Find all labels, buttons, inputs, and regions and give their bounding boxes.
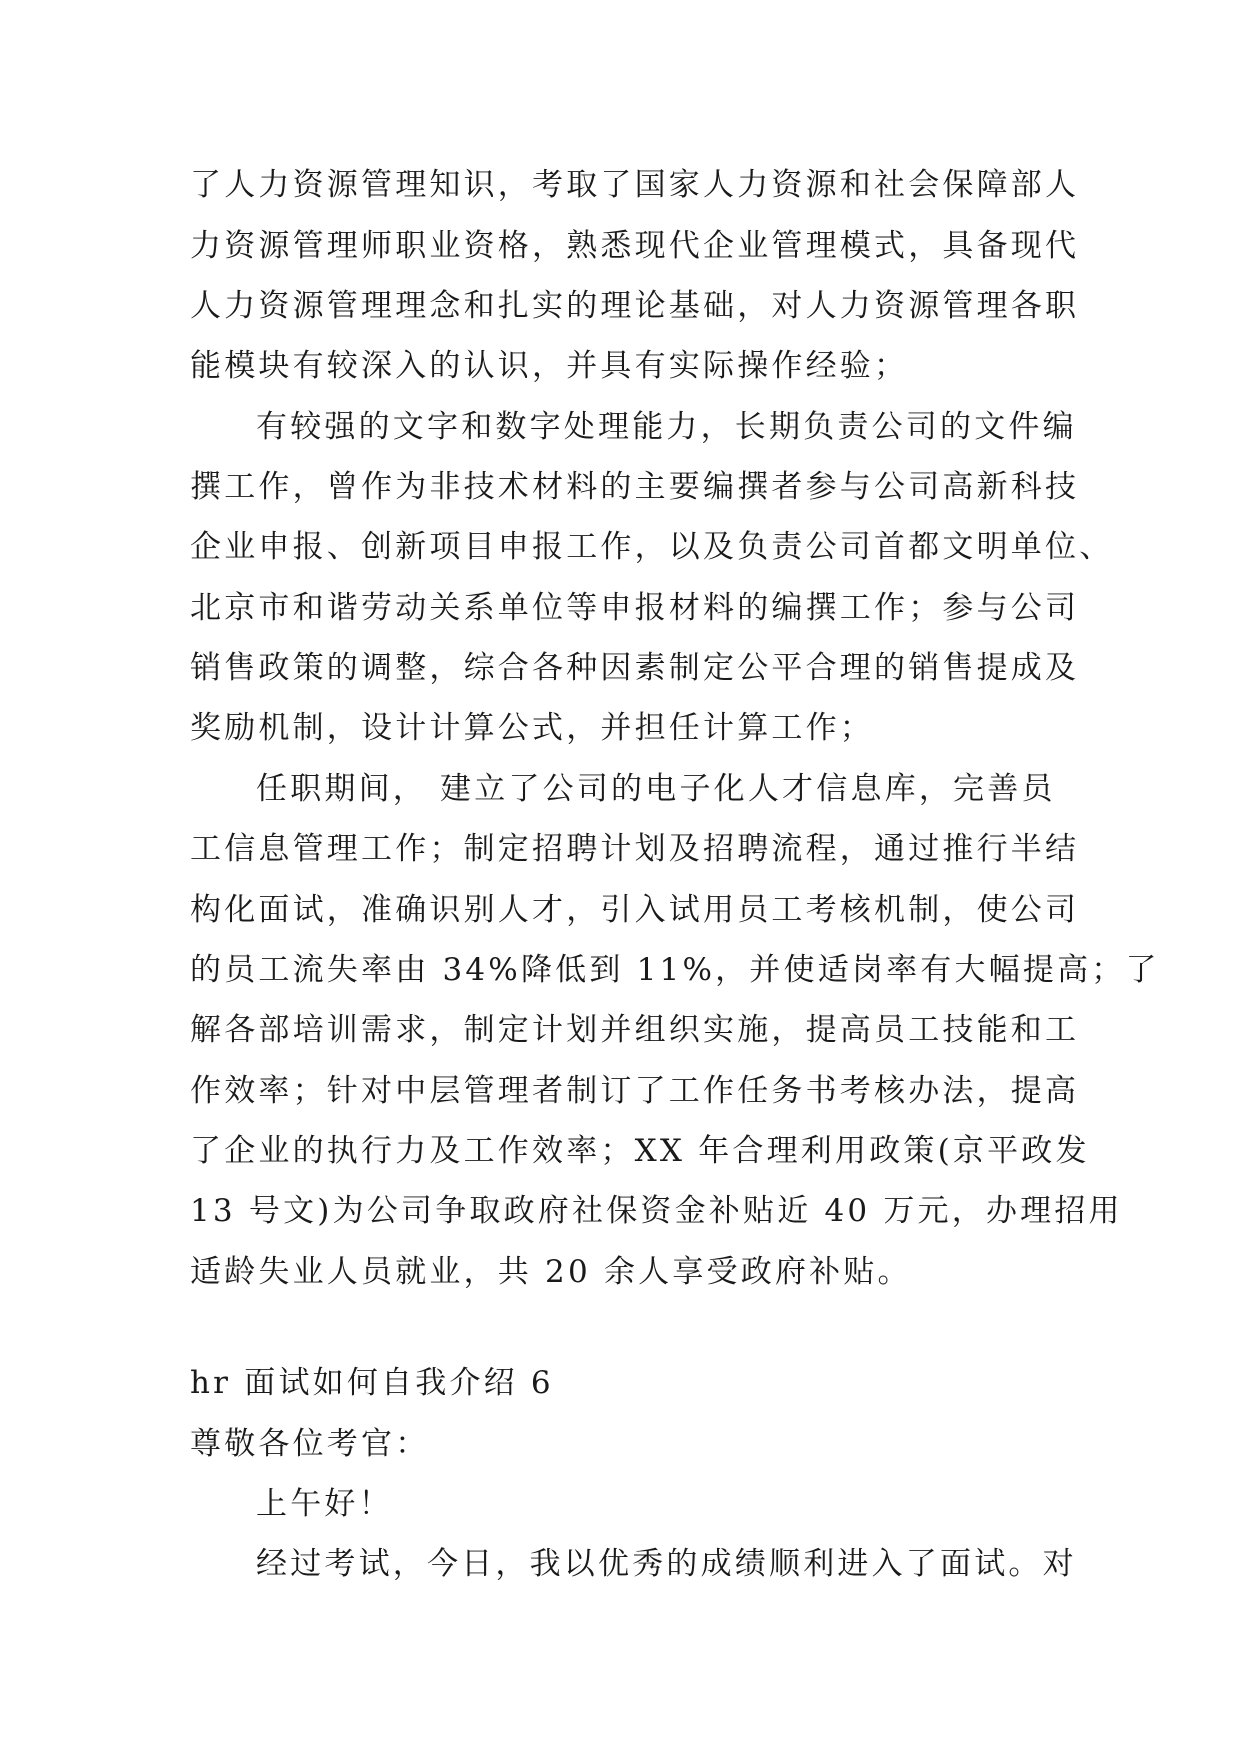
text-line: 适龄失业人员就业，共 20 余人享受政府补贴。 — [190, 1254, 912, 1290]
text-line: 的员工流失率由 34%降低到 11%，并使适岗率有大幅提高；了 — [190, 952, 1160, 988]
text-line: 北京市和谐劳动关系单位等申报材料的编撰工作；参与公司 — [190, 590, 1080, 626]
paragraph-first-line: 任职期间， 建立了公司的电子化人才信息库，完善员 — [256, 771, 1056, 807]
text-line: 奖励机制，设计计算公式，并担任计算工作； — [190, 710, 874, 746]
salutation: 尊敬各位考官： — [190, 1426, 430, 1462]
text-line: 撰工作，曾作为非技术材料的主要编撰者参与公司高新科技 — [190, 469, 1080, 505]
paragraph-first-line: 有较强的文字和数字处理能力，长期负责公司的文件编 — [256, 409, 1077, 445]
greeting: 上午好！ — [256, 1486, 393, 1522]
text-line: 了人力资源管理知识，考取了国家人力资源和社会保障部人 — [190, 167, 1080, 203]
text-line: 了企业的执行力及工作效率；XX 年合理利用政策(京平政发 — [190, 1133, 1090, 1169]
text-line: 工信息管理工作；制定招聘计划及招聘流程，通过推行半结 — [190, 831, 1080, 867]
text-line: 作效率；针对中层管理者制订了工作任务书考核办法，提高 — [190, 1073, 1080, 1109]
text-line: 人力资源管理理念和扎实的理论基础，对人力资源管理各职 — [190, 288, 1080, 324]
text-line: 13 号文)为公司争取政府社保资金补贴近 40 万元，办理招用 — [190, 1193, 1123, 1229]
text-line: 企业申报、创新项目申报工作，以及负责公司首都文明单位、 — [190, 529, 1114, 565]
text-line: 力资源管理师职业资格，熟悉现代企业管理模式，具备现代 — [190, 228, 1080, 264]
section-heading: hr 面试如何自我介绍 6 — [190, 1365, 554, 1401]
text-line: 销售政策的调整，综合各种因素制定公平合理的销售提成及 — [190, 650, 1080, 686]
text-line: 能模块有较深入的认识，并具有实际操作经验； — [190, 348, 909, 384]
text-line: 构化面试，准确识别人才，引入试用员工考核机制，使公司 — [190, 892, 1080, 928]
paragraph-first-line: 经过考试，今日，我以优秀的成绩顺利进入了面试。对 — [256, 1546, 1077, 1582]
text-line: 解各部培训需求，制定计划并组织实施，提高员工技能和工 — [190, 1012, 1080, 1048]
